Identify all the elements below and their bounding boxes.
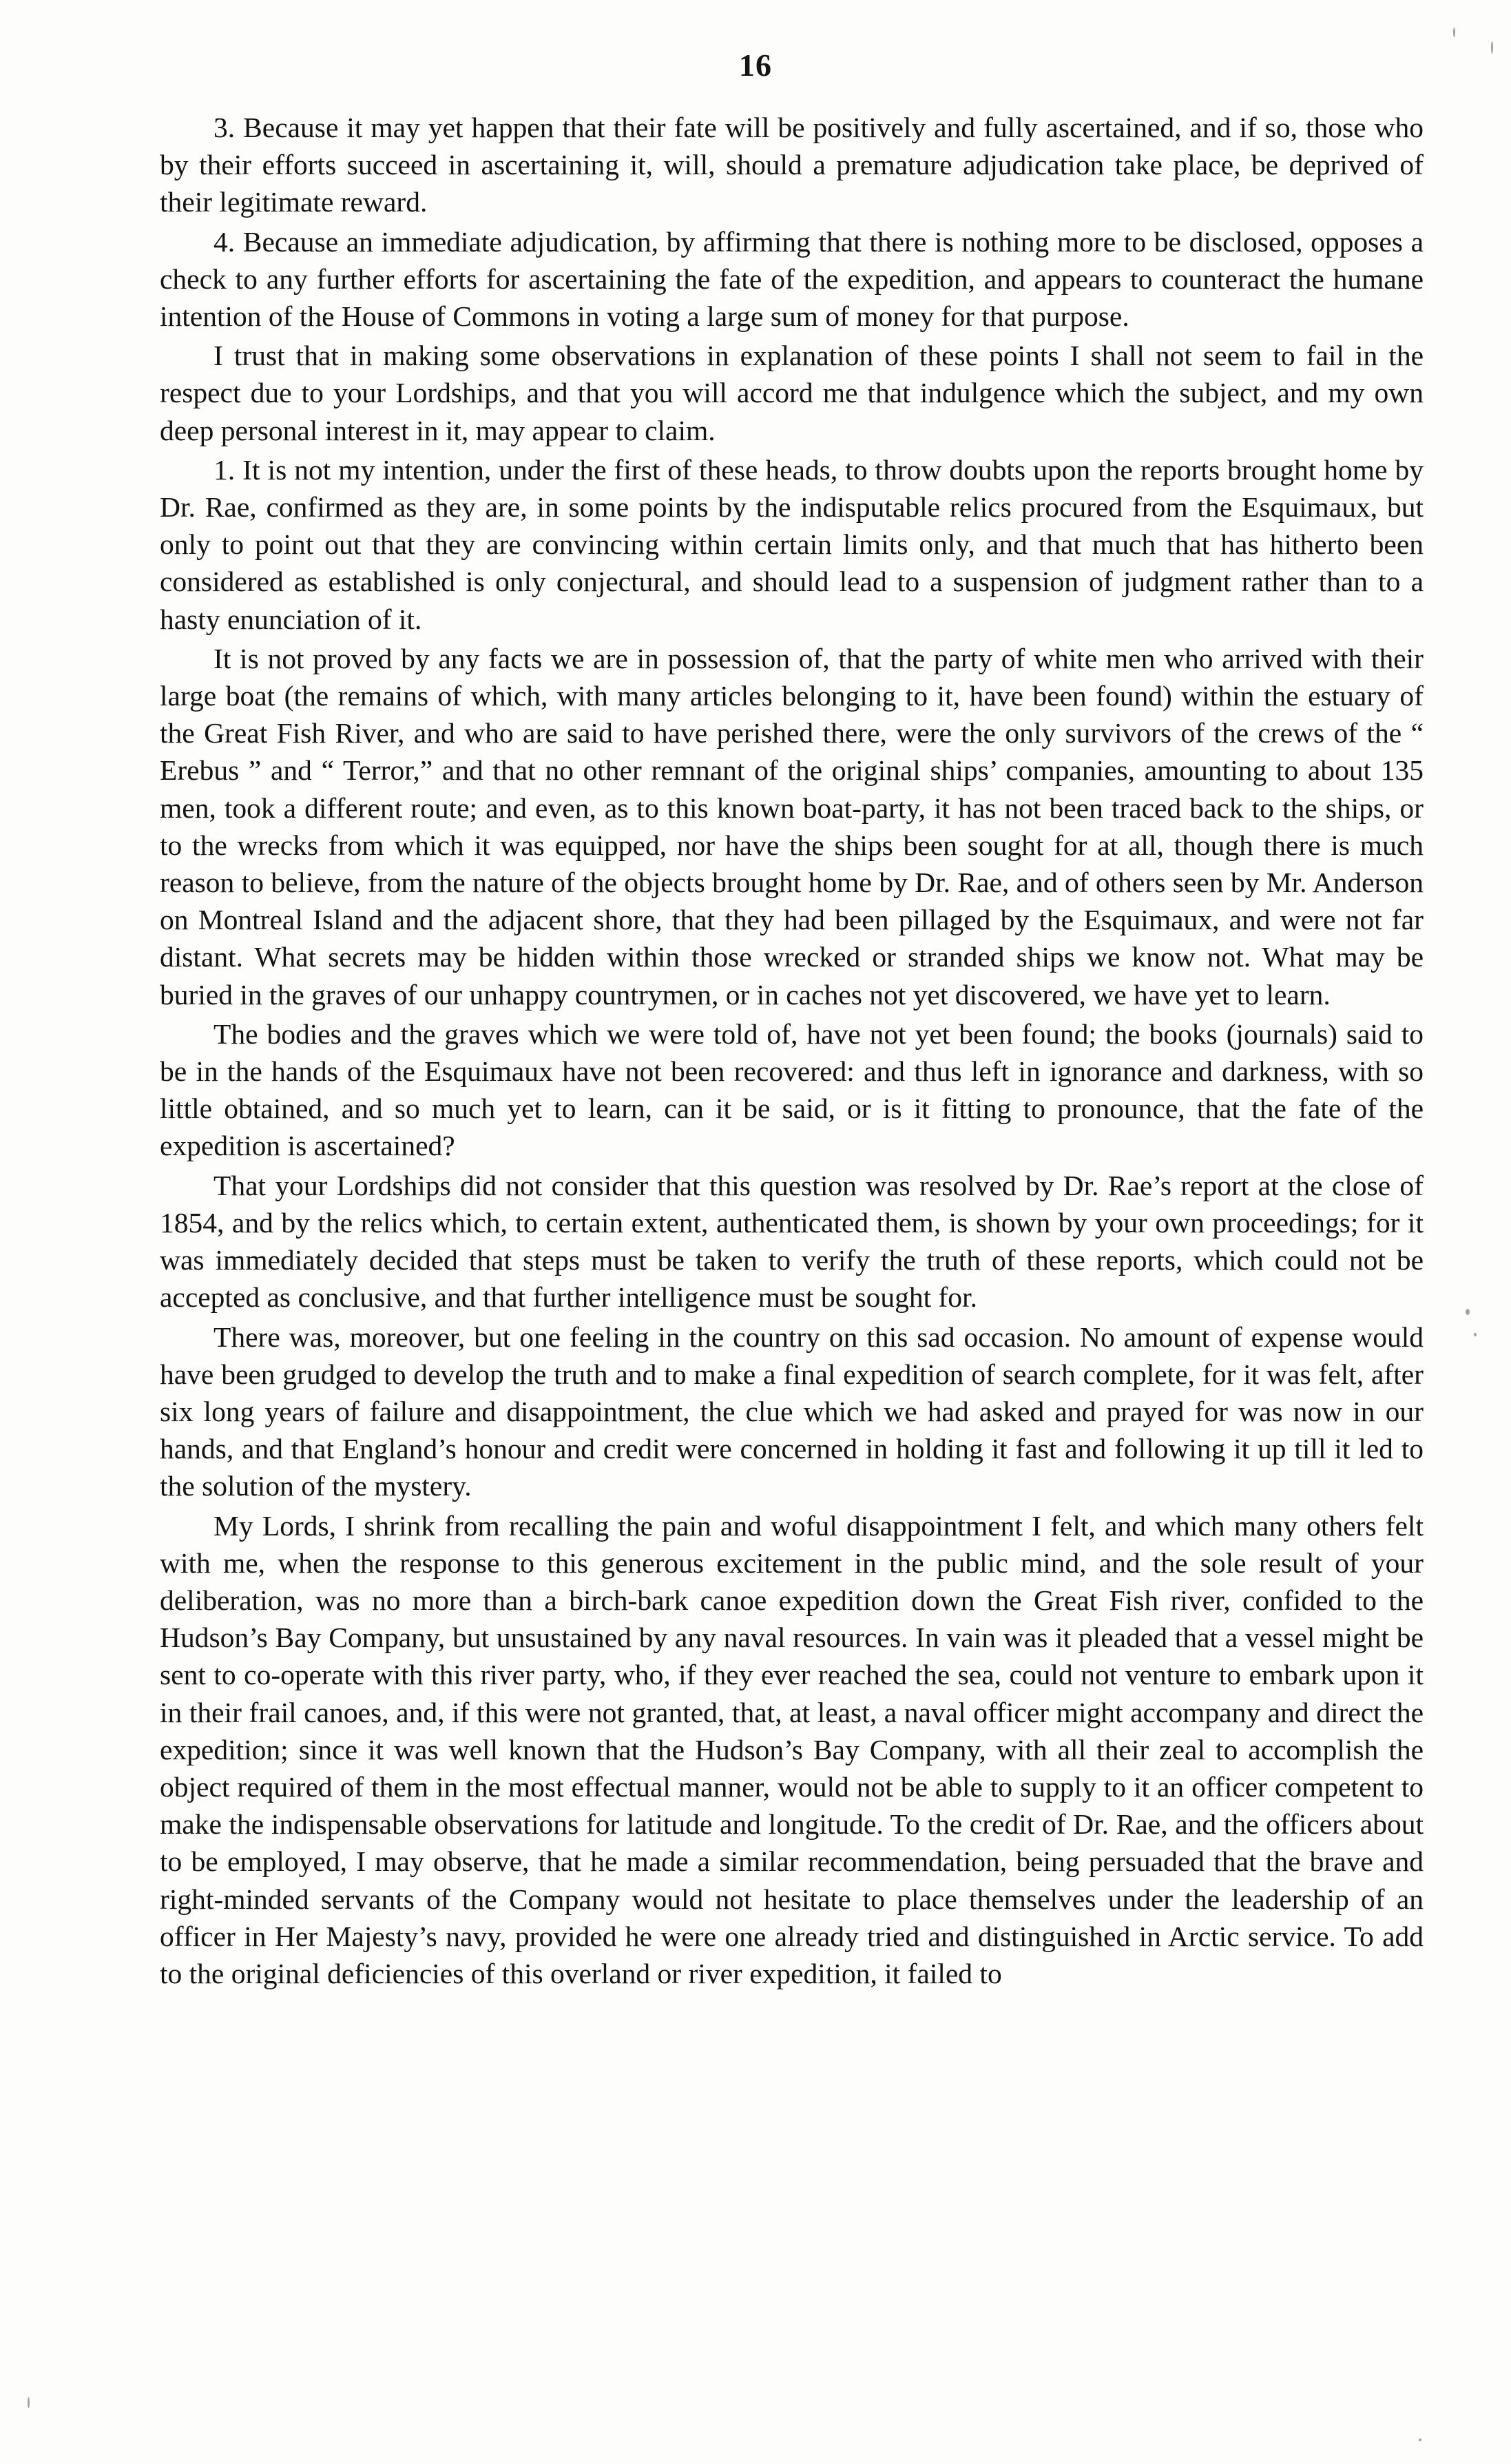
paragraph-lordships-question: That your Lordships did not consider that this question was resolved by Dr. Rae’s report at the close of 1854, and by the relics which, to certain extent, authenticated them, is shown by your own proceedings; for it was immediately decided that steps must be taken to verify the truth of these reports, which could not be accepted as conclusive, and that further intelligence must be sought for. [160,1169,1424,1314]
paragraph-bodies-graves: The bodies and the graves which we were told of, have not yet been found; the books (journals) said to be in the hands of the Esquimaux have not been recovered: and thus left in ignorance and darkness, with so little obtained, and so much yet to learn, can it be said, or is it fitting to pronounce, that the fate of the expedition is ascertained? [160,1017,1424,1162]
page-number: 16 [739,48,772,83]
paragraph-one-feeling: There was, moreover, but one feeling in the country on this sad occasion. No amount of expense would have been grudged to develop the truth and to make a final expedition of search complete, for it was felt, after six long years of failure and disappointment, the clue which we had asked and prayed for was now in our hands, and that England’s honour and credit were concerned in holding it fast and following it up till it led to the solution of the mystery. [160,1321,1424,1502]
paragraph-3-because-premature: 3. Because it may yet happen that their fate will be positively and fully ascertained, and if so, those who by their efforts succeed in ascertaining it, will, should a premature adjudication take place, be deprived of their legitimate reward. [160,112,1424,218]
body-text [160,109,1424,1994]
scan-speck [28,2397,30,2408]
scan-speck [1466,1309,1470,1315]
paragraph-trust-observations: I trust that in making some observations in explanation of these points I shall not seem to fail in the respect due to your Lordships, and that you will accord me that indulgence which the subject, and my own deep personal interest in it, may appear to claim. [160,340,1424,446]
scan-speck [1474,1333,1477,1336]
paragraph-4-because-immediate: 4. Because an immediate adjudication, by affirming that there is nothing more to be disclosed, opposes a check to any further efforts for ascertaining the fate of the expedition, and appears to counteract the humane intention of the House of Commons in voting a large sum of money for that purpose. [160,225,1424,333]
paragraph-not-proved: It is not proved by any facts we are in possession of, that the party of white men who arrived with their large boat (the remains of which, with many articles belonging to it, have been found) within the estuary of the Great Fish River, and who are said to have perished there, were the only survivors of the crews of the “ Erebus ” and “ Terror,” and that no other remnant of the original ships’ companies, amounting to about 135 men, took a different route; and even, as to this known boat-party, it has not been traced back to the ships, or to the wrecks from which it was equipped, nor have the ships been sought for at all, though there is much reason to believe, from the nature of the objects brought home by Dr. Rae, and of others seen by Mr. Anderson on Montreal Island and the adjacent shore, that they had been pillaged by the Esquimaux, and were not far distant. What secrets may be hidden within those wrecked or stranded ships we know not. What may be buried in the graves of our unhappy countrymen, or in caches not yet discovered, we have yet to learn. [160,642,1424,1011]
paragraph-1-dr-rae-reports: 1. It is not my intention, under the first of these heads, to throw doubts upon the reports brought home by Dr. Rae, confirmed as they are, in some points by the indisputable relics procured from the Esquimaux, but only to point out that they are convincing within certain limits only, and that much that has hitherto been considered as established is only conjectural, and should lead to a suspension of judgment rather than to a hasty enunciation of it. [160,453,1424,635]
paragraph-my-lords: My Lords, I shrink from recalling the pain and woful disappointment I felt, and which many others felt with me, when the response to this generous excitement in the public mind, and the sole result of your deliberation, was no more than a birch-bark canoe expedition down the Great Fish river, confided to the Hudson’s Bay Company, but unsustained by any naval resources. In vain was it pleaded that a vessel might be sent to co-operate with this river party, who, if they ever reached the sea, could not venture to embark upon it in their frail canoes, and, if this were not granted, that, at least, a naval officer might accompany and direct the expedition; since it was well known that the Hudson’s Bay Company, with all their zeal to accomplish the object required of them in the most effectual manner, would not be able to supply to it an officer competent to make the indispensable observations for latitude and longitude. To the credit of Dr. Rae, and the officers about to be employed, I may observe, that he made a similar recommendation, being persuaded that the brave and right-minded servants of the Company would not hesitate to place themselves under the leadership of an officer in Her Majesty’s navy, provided he were one already tried and distinguished in Arctic service. To add to the original deficiencies of this overland or river expedition, it failed to [160,1509,1424,1989]
scan-speck [1491,41,1493,54]
scan-speck [1419,2439,1421,2441]
scan-speck [1453,28,1455,37]
